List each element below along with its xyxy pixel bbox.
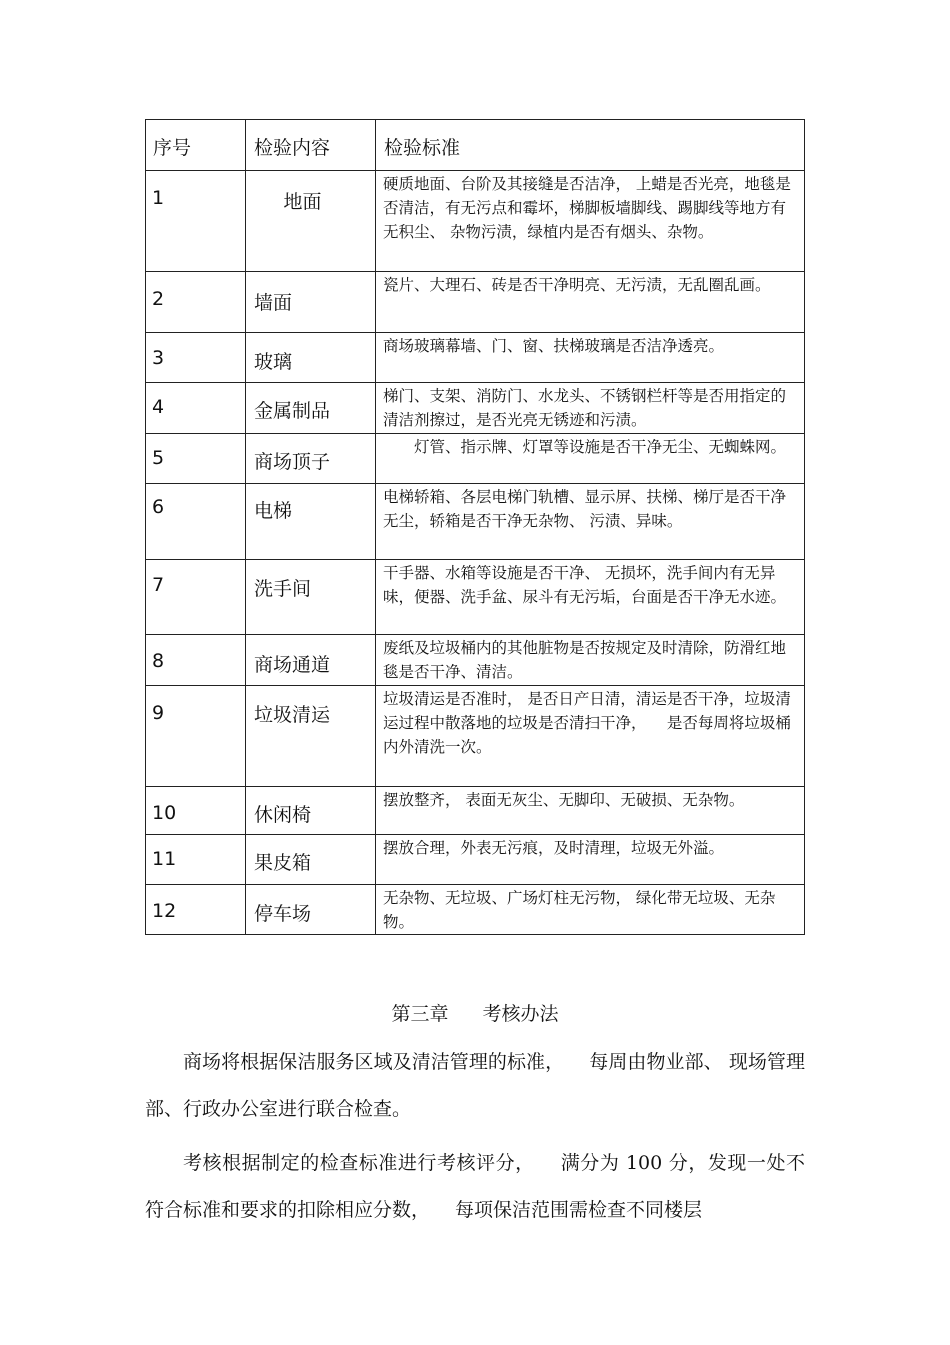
- row-standard: 摆放整齐， 表面无灰尘、无脚印、无破损、无杂物。: [383, 791, 745, 809]
- row-item: 墙面: [254, 292, 293, 314]
- inspection-standards-table: [145, 119, 805, 935]
- header-item: 检验内容: [254, 137, 331, 159]
- table-row: [146, 434, 805, 484]
- paragraph: 商场将根据保洁服务区域及清洁管理的标准， 每周由物业部、 现场管理部、行政办公室进行联合检查。: [145, 1051, 805, 1120]
- row-number: 10: [152, 802, 177, 824]
- row-standard: 废纸及垃圾桶内的其他脏物是否按规定及时清除，防滑红地毯是否干净、清洁。: [383, 639, 787, 681]
- row-number: 12: [152, 900, 177, 922]
- table-row: [146, 333, 805, 383]
- table-row: [146, 383, 805, 434]
- table-row: [146, 787, 805, 835]
- row-number: 5: [152, 447, 165, 469]
- row-standard: 电梯轿箱、各层电梯门轨槽、显示屏、扶梯、梯厅是否干净无尘，轿箱是否干净无杂物、 污渍、异味。: [383, 488, 787, 530]
- table-row: [146, 635, 805, 686]
- row-number: 8: [152, 650, 165, 672]
- row-number: 3: [152, 347, 165, 369]
- row-standard: 商场玻璃幕墙、门、窗、扶梯玻璃是否洁净透亮。: [383, 337, 725, 355]
- row-number: 4: [152, 396, 165, 418]
- row-standard: 垃圾清运是否准时， 是否日产日清，清运是否干净，垃圾清运过程中散落地的垃圾是否清扫干净， 是否每周将垃圾桶内外清洗一次。: [383, 690, 791, 756]
- table-header-row: [146, 120, 805, 171]
- row-number: 2: [152, 288, 165, 310]
- paragraph: 考核根据制定的检查标准进行考核评分， 满分为 100 分，发现一处不符合标准和要求的扣除相应分数， 每项保洁范围需检查不同楼层: [145, 1152, 805, 1221]
- row-item: 休闲椅: [254, 804, 312, 826]
- chapter-title: 考核办法: [482, 1003, 559, 1025]
- row-number: 7: [152, 574, 165, 596]
- row-standard: 摆放合理，外表无污痕，及时清理，垃圾无外溢。: [383, 839, 725, 857]
- row-item: 地面: [283, 191, 322, 213]
- table-row: [146, 171, 805, 272]
- row-item: 电梯: [254, 500, 293, 522]
- chapter-number: 第三章: [391, 1003, 449, 1025]
- row-item: 商场通道: [254, 654, 331, 676]
- table-row: [146, 272, 805, 333]
- row-standard: 干手器、水箱等设施是否干净、 无损坏，洗手间内有无异味，便器、洗手盆、尿斗有无污垢，台面是否干净无水迹。: [383, 564, 787, 606]
- header-standard: 检验标准: [384, 137, 461, 159]
- row-number: 1: [152, 187, 165, 209]
- row-number: 9: [152, 702, 165, 724]
- table-row: [146, 686, 805, 787]
- row-item: 果皮箱: [254, 852, 312, 874]
- row-item: 停车场: [254, 903, 312, 925]
- row-standard: 硬质地面、台阶及其接缝是否洁净， 上蜡是否光亮，地毯是否清洁，有无污点和霉坏，梯脚板墙脚线、踢脚线等地方有无积尘、 杂物污渍，绿植内是否有烟头、杂物。: [383, 175, 791, 241]
- row-standard: 瓷片、大理石、砖是否干净明亮、无污渍，无乱圈乱画。: [383, 276, 771, 294]
- row-item: 洗手间: [254, 578, 312, 600]
- table-row: [146, 560, 805, 635]
- row-item: 商场顶子: [254, 451, 331, 473]
- row-standard: 梯门、支架、消防门、水龙头、不锈钢栏杆等是否用指定的清洁剂擦过，是否光亮无锈迹和污渍。: [383, 387, 787, 429]
- header-no: 序号: [153, 137, 192, 159]
- table-row: [146, 835, 805, 885]
- row-number: 6: [152, 496, 165, 518]
- row-item: 玻璃: [254, 351, 293, 373]
- chapter-heading: [0, 999, 950, 1026]
- row-item: 垃圾清运: [254, 704, 331, 726]
- row-number: 11: [152, 848, 177, 870]
- row-standard: 灯管、指示牌、灯罩等设施是否干净无尘、无蜘蛛网。: [383, 438, 787, 456]
- table-row: [146, 885, 805, 935]
- row-standard: 无杂物、无垃圾、广场灯柱无污物， 绿化带无垃圾、无杂物。: [383, 889, 776, 931]
- table-row: [146, 484, 805, 560]
- row-item: 金属制品: [254, 400, 331, 422]
